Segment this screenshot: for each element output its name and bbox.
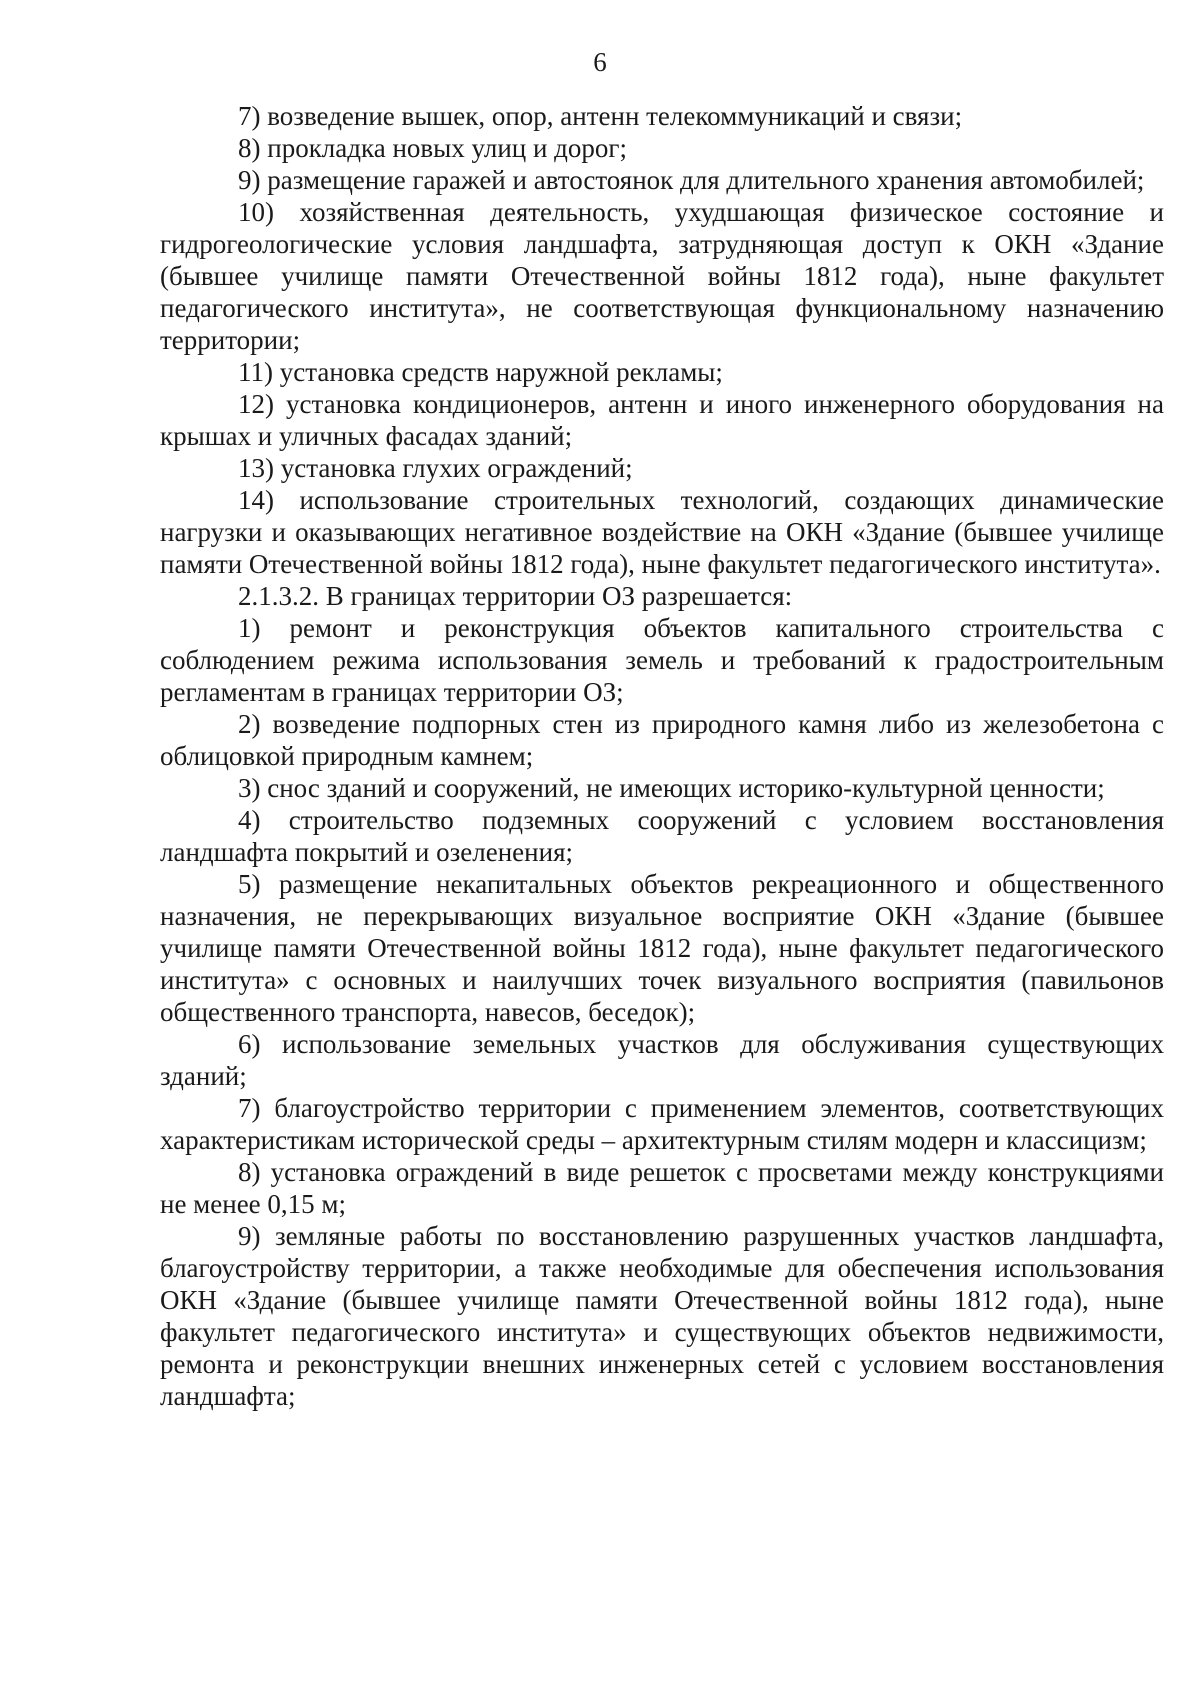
paragraph-allowed-9-earthworks: 9) земляные работы по восстановлению разрушенных участков ландшафта, благоустройству территории, а также необходимые для обеспечения использования ОКН «Здание (бывшее училище памяти Отечественной войны 1812 года), ныне факультет педагогического института» и существующих объектов недвижимости, ремонта и реконструкции внешних инженерных сетей с условием восстановления ландшафта;	[160, 1221, 1164, 1411]
paragraph-allowed-4-underground: 4) строительство подземных сооружений с условием восстановления ландшафта покрытий и озеленения;	[160, 805, 1164, 867]
document-body	[160, 100, 1164, 1412]
paragraph-allowed-5-non-capital-objects: 5) размещение некапитальных объектов рекреационного и общественного назначения, не перекрывающих визуальное восприятие ОКН «Здание (бывшее училище памяти Отечественной войны 1812 года), ныне факультет педагогического института» с основных и наилучших точек визуального восприятия (павильонов общественного транспорта, навесов, беседок);	[160, 869, 1164, 1027]
paragraph-item-11-advertising: 11) установка средств наружной рекламы;	[238, 357, 723, 387]
paragraph-allowed-1-repair: 1) ремонт и реконструкция объектов капитального строительства с соблюдением режима использования земель и требований к градостроительным регламентам в границах территории ОЗ;	[160, 613, 1164, 707]
paragraph-item-7-towers: 7) возведение вышек, опор, антенн телекоммуникаций и связи;	[238, 101, 963, 131]
section-heading-2-1-3-2: 2.1.3.2. В границах территории ОЗ разрешается:	[238, 581, 793, 611]
paragraph-allowed-2-retaining-walls: 2) возведение подпорных стен из природного камня либо из железобетона с облицовкой природным камнем;	[160, 709, 1164, 771]
paragraph-allowed-3-demolition: 3) снос зданий и сооружений, не имеющих историко-культурной ценности;	[238, 773, 1105, 803]
paragraph-item-9-garages: 9) размещение гаражей и автостоянок для длительного хранения автомобилей;	[238, 165, 1145, 195]
paragraph-item-10-economic-activity: 10) хозяйственная деятельность, ухудшающая физическое состояние и гидрогеологические условия ландшафта, затрудняющая доступ к ОКН «Здание (бывшее училище памяти Отечественной войны 1812 года), ныне факультет педагогического института», не соответствующая функциональному назначению территории;	[160, 197, 1164, 355]
paragraph-allowed-7-landscaping: 7) благоустройство территории с применением элементов, соответствующих характеристикам исторической среды – архитектурным стилям модерн и классицизм;	[160, 1093, 1164, 1155]
paragraph-item-12-air-conditioners: 12) установка кондиционеров, антенн и иного инженерного оборудования на крышах и уличных фасадах зданий;	[160, 389, 1164, 451]
paragraph-allowed-8-fencing: 8) установка ограждений в виде решеток с просветами между конструкциями не менее 0,15 м;	[160, 1157, 1164, 1219]
paragraph-item-8-streets: 8) прокладка новых улиц и дорог;	[238, 133, 627, 163]
paragraph-item-14-technologies: 14) использование строительных технологий, создающих динамические нагрузки и оказывающих негативное воздействие на ОКН «Здание (бывшее училище памяти Отечественной войны 1812 года), ныне факультет педагогического института».	[160, 485, 1164, 579]
paragraph-item-13-fences: 13) установка глухих ограждений;	[238, 453, 633, 483]
paragraph-allowed-6-land-use: 6) использование земельных участков для обслуживания существующих зданий;	[160, 1029, 1164, 1091]
page-number: 6	[593, 47, 607, 77]
